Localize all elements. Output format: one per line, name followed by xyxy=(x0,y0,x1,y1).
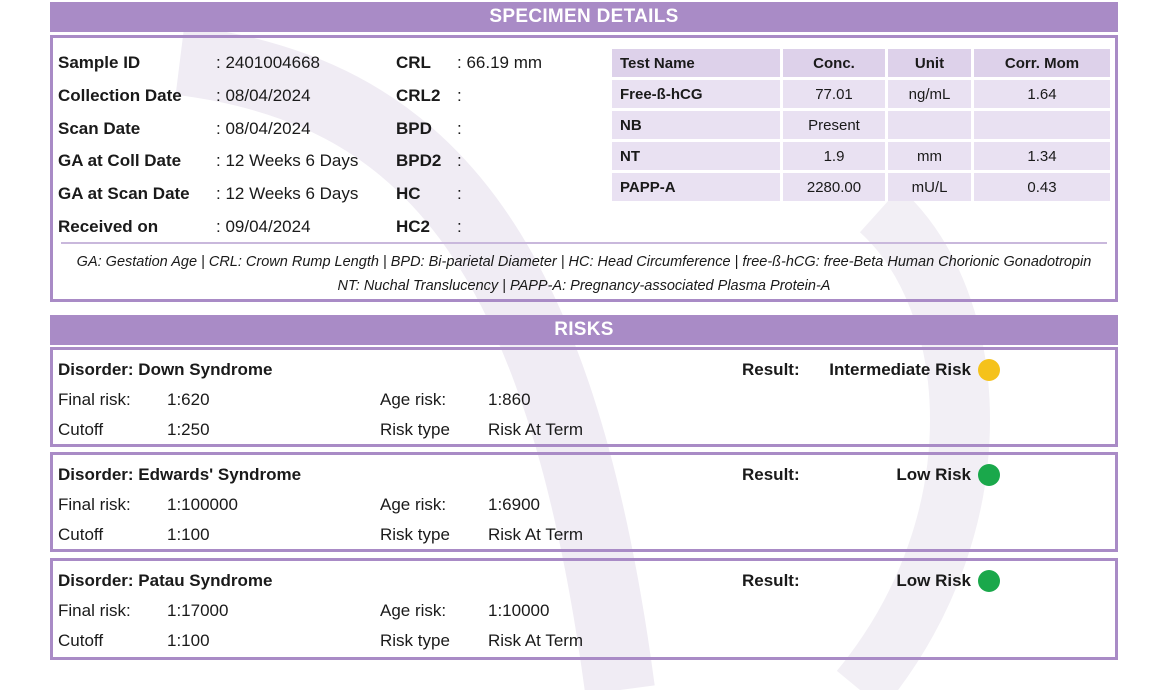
result-value: Low Risk xyxy=(896,465,971,484)
test-name-cell: NT xyxy=(612,142,780,170)
corr-mom-cell: 0.43 xyxy=(974,173,1110,201)
cutoff-label: Cutoff xyxy=(58,420,104,439)
hc-value: : xyxy=(457,184,462,203)
conc-cell: 1.9 xyxy=(783,142,885,170)
bpd-value: : xyxy=(457,119,462,138)
final-risk-label: Final risk: xyxy=(58,601,131,620)
risk-type-value: Risk At Term xyxy=(488,420,584,439)
section-divider xyxy=(61,242,1107,244)
risk-card-down-syndrome xyxy=(50,347,1118,447)
bpd2-label: BPD2 xyxy=(396,151,442,170)
final-risk-label: Final risk: xyxy=(58,390,131,409)
unit-cell: ng/mL xyxy=(888,80,971,108)
received-on-label: Received on xyxy=(58,217,159,236)
age-risk-label: Age risk: xyxy=(380,495,447,514)
table-row xyxy=(612,173,1110,201)
bpd2-value: : xyxy=(457,151,462,170)
crl-label: CRL xyxy=(396,53,431,72)
risk-type-label: Risk type xyxy=(380,525,450,544)
final-risk-value: 1:620 xyxy=(167,390,210,409)
crl-value: : 66.19 mm xyxy=(457,53,543,72)
table-row xyxy=(612,80,1110,108)
received-on-value: : 09/04/2024 xyxy=(216,217,311,236)
bpd-label: BPD xyxy=(396,119,432,138)
risk-type-value: Risk At Term xyxy=(488,525,584,544)
collection-date-value: : 08/04/2024 xyxy=(216,86,311,105)
result-label: Result: xyxy=(742,465,800,484)
table-header-row xyxy=(612,49,1110,77)
abbreviation-legend xyxy=(53,250,1115,298)
unit-cell xyxy=(888,111,971,139)
risk-card-patau-syndrome xyxy=(50,558,1118,660)
scan-date-value: : 08/04/2024 xyxy=(216,119,311,138)
age-risk-value: 1:10000 xyxy=(488,601,550,620)
col-conc: Conc. xyxy=(783,49,885,77)
sample-id-label: Sample ID xyxy=(58,53,141,72)
cutoff-value: 1:100 xyxy=(167,631,210,650)
hc-label: HC xyxy=(396,184,421,203)
ga-coll-date-label: GA at Coll Date xyxy=(58,151,182,170)
test-name-cell: PAPP-A xyxy=(612,173,780,201)
test-name-cell: NB xyxy=(612,111,780,139)
cutoff-value: 1:250 xyxy=(167,420,210,439)
age-risk-value: 1:860 xyxy=(488,390,531,409)
final-risk-value: 1:17000 xyxy=(167,601,229,620)
age-risk-value: 1:6900 xyxy=(488,495,540,514)
test-name-cell: Free-ß-hCG xyxy=(612,80,780,108)
risk-card-edwards-syndrome xyxy=(50,452,1118,552)
hc2-label: HC2 xyxy=(396,217,431,236)
risk-status-dot-icon xyxy=(978,464,1000,486)
result-value: Intermediate Risk xyxy=(829,360,971,379)
disorder-name: Disorder: Down Syndrome xyxy=(58,360,273,379)
risk-type-label: Risk type xyxy=(380,420,450,439)
disorder-name: Disorder: Edwards' Syndrome xyxy=(58,465,302,484)
crl2-label: CRL2 xyxy=(396,86,441,105)
col-test-name: Test Name xyxy=(612,49,780,77)
final-risk-value: 1:100000 xyxy=(167,495,238,514)
risk-type-value: Risk At Term xyxy=(488,631,584,650)
risk-status-dot-icon xyxy=(978,570,1000,592)
corr-mom-cell xyxy=(974,111,1110,139)
ga-coll-date-value: : 12 Weeks 6 Days xyxy=(216,151,359,170)
crl2-value: : xyxy=(457,86,462,105)
unit-cell: mm xyxy=(888,142,971,170)
col-unit: Unit xyxy=(888,49,971,77)
abbreviation-line-2: NT: Nuchal Translucency | PAPP-A: Pregnancy-associated Plasma Protein-A xyxy=(337,278,831,294)
final-risk-label: Final risk: xyxy=(58,495,131,514)
collection-date-label: Collection Date xyxy=(58,86,182,105)
age-risk-label: Age risk: xyxy=(380,601,447,620)
cutoff-value: 1:100 xyxy=(167,525,210,544)
cutoff-label: Cutoff xyxy=(58,631,104,650)
specimen-details-header: SPECIMEN DETAILS xyxy=(50,2,1118,32)
test-results-table xyxy=(609,46,1113,204)
col-corr-mom: Corr. Mom xyxy=(974,49,1110,77)
conc-cell: 2280.00 xyxy=(783,173,885,201)
abbreviation-line-1: GA: Gestation Age | CRL: Crown Rump Length | BPD: Bi-parietal Diameter | HC: Head Circumference | free-ß-hCG: free-Beta Human Chorionic Gonadotropin xyxy=(76,254,1092,270)
ga-scan-date-value: : 12 Weeks 6 Days xyxy=(216,184,359,203)
disorder-name: Disorder: Patau Syndrome xyxy=(58,571,273,590)
specimen-details-panel xyxy=(50,35,1118,302)
unit-cell: mU/L xyxy=(888,173,971,201)
conc-cell: Present xyxy=(783,111,885,139)
ga-scan-date-label: GA at Scan Date xyxy=(58,184,190,203)
result-label: Result: xyxy=(742,360,800,379)
risk-status-dot-icon xyxy=(978,359,1000,381)
result-value: Low Risk xyxy=(896,571,971,590)
risk-type-label: Risk type xyxy=(380,631,450,650)
conc-cell: 77.01 xyxy=(783,80,885,108)
hc2-value: : xyxy=(457,217,462,236)
scan-date-label: Scan Date xyxy=(58,119,141,138)
cutoff-label: Cutoff xyxy=(58,525,104,544)
corr-mom-cell: 1.64 xyxy=(974,80,1110,108)
risks-header: RISKS xyxy=(50,315,1118,345)
result-label: Result: xyxy=(742,571,800,590)
corr-mom-cell: 1.34 xyxy=(974,142,1110,170)
table-row xyxy=(612,111,1110,139)
sample-id-value: : 2401004668 xyxy=(216,53,320,72)
age-risk-label: Age risk: xyxy=(380,390,447,409)
table-row xyxy=(612,142,1110,170)
